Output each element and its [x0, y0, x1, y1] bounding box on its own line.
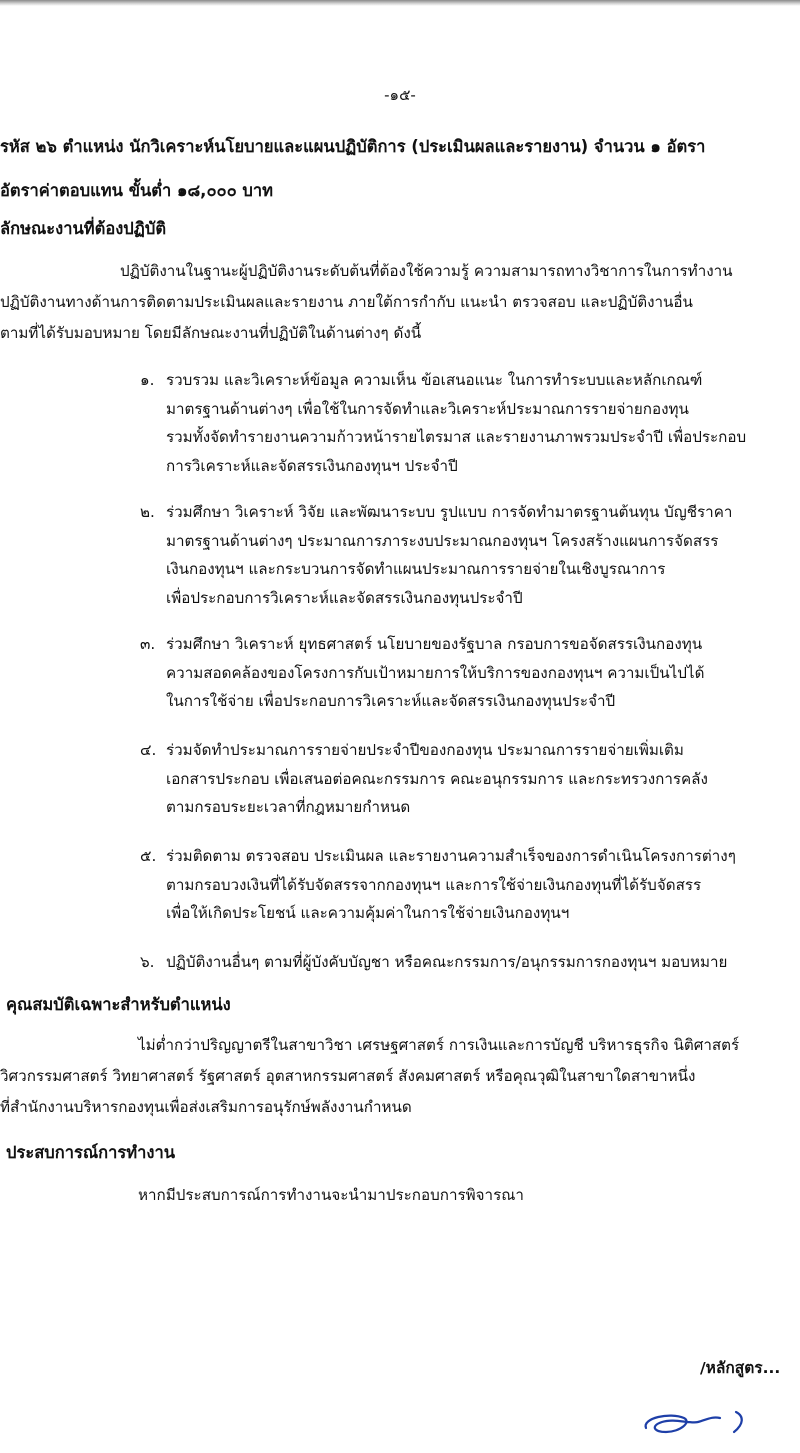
- intro-line: ปฏิบัติงานในฐานะผู้ปฏิบัติงานระดับต้นที่ต้องใช้ความรู้ ความสามารถทางวิชาการในการทำงาน: [120, 262, 733, 280]
- intro-line: ตามที่ได้รับมอบหมาย โดยมีลักษณะงานที่ปฏิบัติในด้านต่างๆ ดังนี้: [0, 324, 422, 342]
- experience-text: หากมีประสบการณ์การทำงานจะนำมาประกอบการพิจารณา: [138, 1186, 524, 1204]
- salary-line: อัตราค่าตอบแทน ขั้นต่ำ ๑๘,๐๐๐ บาท: [0, 181, 274, 200]
- continuation-marker: /หลักสูตร...: [700, 1359, 781, 1377]
- duty-line: ปฏิบัติงานอื่นๆ ตามที่ผู้บังคับบัญชา หรือคณะกรรมการ/อนุกรรมการกองทุนฯ มอบหมาย: [166, 953, 728, 971]
- duty-line: ร่วมติดตาม ตรวจสอบ ประเมินผล และรายงานความสำเร็จของการดำเนินโครงการต่างๆ: [166, 847, 736, 865]
- duty-line: รวบรวม และวิเคราะห์ข้อมูล ความเห็น ข้อเสนอแนะ ในการทำระบบและหลักเกณฑ์: [166, 371, 703, 389]
- duty-line: เพื่อให้เกิดประโยชน์ และความคุ้มค่าในการใช้จ่ายเงินกองทุนฯ: [166, 904, 570, 922]
- duty-item-6: [140, 948, 790, 977]
- qualification-line: วิศวกรรมศาสตร์ วิทยาศาสตร์ รัฐศาสตร์ อุตสาหกรรมศาสตร์ สังคมศาสตร์ หรือคุณวุฒิในสาขาใดสาขาหนึ่ง: [0, 1067, 696, 1085]
- duty-number: ๑.: [140, 371, 155, 389]
- duty-line: ร่วมศึกษา วิเคราะห์ ยุทธศาสตร์ นโยบายของรัฐบาล กรอบการขอจัดสรรเงินกองทุน: [166, 635, 703, 653]
- qualifications-heading: คุณสมบัติเฉพาะสำหรับตำแหน่ง: [6, 995, 231, 1014]
- position-header: รหัส ๒๖ ตำแหน่ง นักวิเคราะห์นโยบายและแผนปฏิบัติการ (ประเมินผลและรายงาน) จำนวน ๑ อัตรา: [0, 137, 706, 156]
- duty-item-4: [140, 736, 790, 822]
- duty-line: ตามกรอบระยะเวลาที่กฎหมายกำหนด: [166, 798, 411, 816]
- duty-line: ร่วมศึกษา วิเคราะห์ วิจัย และพัฒนาระบบ รูปแบบ การจัดทำมาตรฐานต้นทุน บัญชีราคา: [166, 503, 733, 521]
- qualifications-text: [0, 1030, 739, 1123]
- duty-item-5: [140, 842, 790, 928]
- duty-line: มาตรฐานด้านต่างๆ เพื่อใช้ในการจัดทำและวิเคราะห์ประมาณการรายจ่ายกองทุน: [166, 399, 689, 418]
- intro-line: ปฏิบัติงานทางด้านการติดตามประเมินผลและรายงาน ภายใต้การกำกับ แนะนำ ตรวจสอบ และปฏิบัติงานอื่น: [0, 293, 693, 311]
- duty-line: เพื่อประกอบการวิเคราะห์และจัดสรรเงินกองทุนประจำปี: [166, 588, 523, 607]
- qualification-line: ที่สำนักงานบริหารกองทุนเพื่อส่งเสริมการอนุรักษ์พลังงานกำหนด: [0, 1098, 412, 1116]
- duty-number: ๔.: [140, 741, 157, 759]
- duty-line: ความสอดคล้องของโครงการกับเป้าหมายการให้บริการของกองทุนฯ ความเป็นไปได้: [166, 663, 705, 682]
- duty-number: ๓.: [140, 635, 156, 653]
- page-number: -๑๕-: [384, 86, 416, 104]
- duty-line: เงินกองทุนฯ และกระบวนการจัดทำแผนประมาณการรายจ่ายในเชิงบูรณาการ: [166, 560, 666, 578]
- duty-line: รวมทั้งจัดทำรายงานความก้าวหน้ารายไตรมาส และรายงานภาพรวมประจำปี เพื่อประกอบ: [166, 428, 747, 446]
- experience-heading: ประสบการณ์การทำงาน: [6, 1143, 176, 1162]
- duties-heading: ลักษณะงานที่ต้องปฏิบัติ: [0, 219, 167, 238]
- duty-item-3: [140, 630, 790, 716]
- duty-line: เอกสารประกอบ เพื่อเสนอต่อคณะกรรมการ คณะอนุกรรมการ และกระทรวงการคลัง: [166, 769, 708, 788]
- duty-number: ๖.: [140, 953, 155, 971]
- scan-top-edge: [0, 0, 800, 6]
- duty-number: ๒.: [140, 503, 155, 521]
- signature-mark: [640, 1402, 760, 1442]
- duty-line: มาตรฐานด้านต่างๆ ประมาณการภาระงบประมาณกองทุนฯ โครงสร้างแผนการจัดสรร: [166, 531, 719, 550]
- duty-line: การวิเคราะห์และจัดสรรเงินกองทุนฯ ประจำปี: [166, 456, 458, 475]
- duty-item-2: [140, 498, 790, 612]
- duty-line: ในการใช้จ่าย เพื่อประกอบการวิเคราะห์และจัดสรรเงินกองทุนประจำปี: [166, 692, 616, 710]
- duty-number: ๕.: [140, 847, 157, 865]
- duties-intro: [0, 256, 733, 349]
- qualification-line: ไม่ต่ำกว่าปริญญาตรีในสาขาวิชา เศรษฐศาสตร์ การเงินและการบัญชี บริหารธุรกิจ นิติศาสตร์: [138, 1036, 740, 1054]
- duty-line: ตามกรอบวงเงินที่ได้รับจัดสรรจากกองทุนฯ และการใช้จ่ายเงินกองทุนที่ได้รับจัดสรร: [166, 875, 702, 894]
- duty-line: ร่วมจัดทำประมาณการรายจ่ายประจำปีของกองทุน ประมาณการรายจ่ายเพิ่มเติม: [166, 741, 684, 759]
- duty-item-1: [140, 366, 790, 480]
